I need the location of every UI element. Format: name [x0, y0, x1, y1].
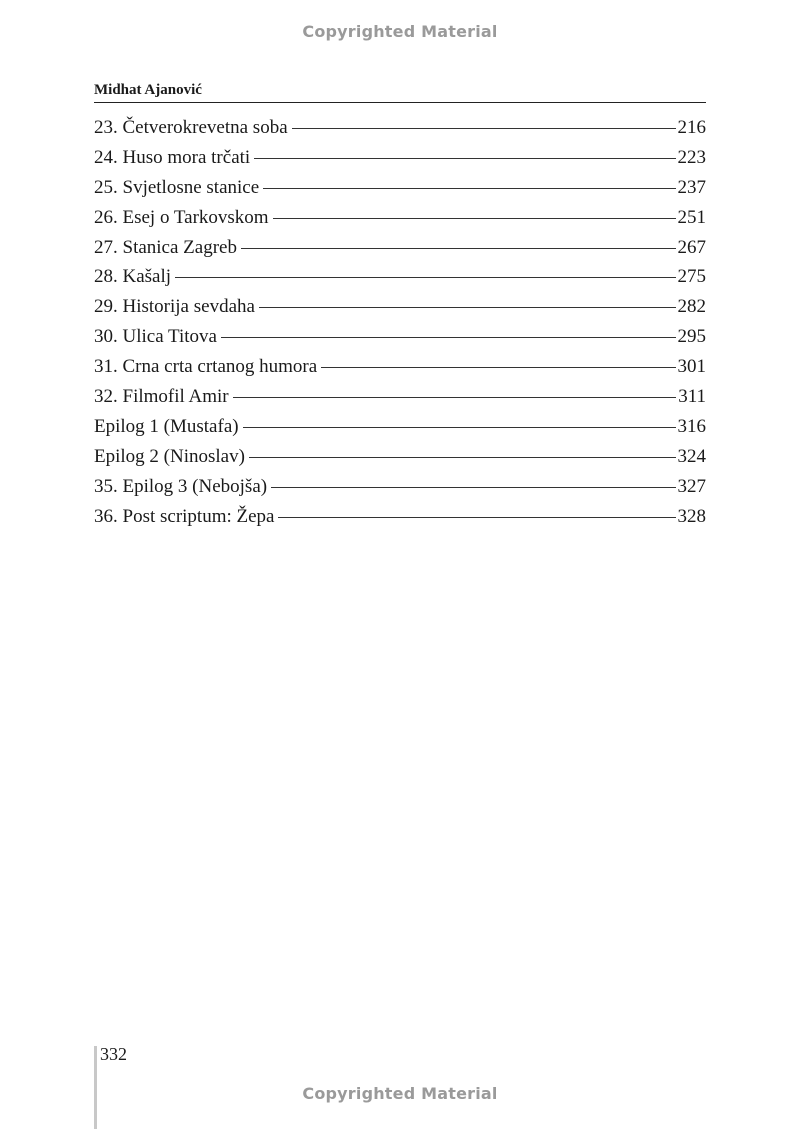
toc-entry-page: 324 — [677, 445, 706, 467]
toc-entry-title: 32. Filmofil Amir — [94, 386, 229, 408]
toc-entry-page: 295 — [677, 326, 706, 348]
toc-entry — [94, 203, 706, 233]
toc-entry-page: 327 — [677, 475, 706, 497]
toc-leader-line — [273, 218, 676, 219]
toc-entry-title: 26. Esej o Tarkovskom — [94, 206, 269, 228]
toc-entry-page: 275 — [677, 266, 706, 288]
toc-entry — [94, 412, 706, 442]
toc-entry-page: 282 — [677, 296, 706, 318]
toc-entry — [94, 113, 706, 143]
toc-entry-page: 311 — [678, 386, 706, 408]
watermark-bottom: Copyrighted Material — [302, 1084, 498, 1103]
toc-entry — [94, 442, 706, 472]
page-number: 332 — [100, 1044, 127, 1064]
toc-entry-title: 27. Stanica Zagreb — [94, 236, 237, 258]
toc-leader-line — [271, 487, 675, 488]
toc-entry-page: 251 — [677, 206, 706, 228]
toc-entry — [94, 292, 706, 322]
toc-leader-line — [259, 307, 676, 308]
toc-entry-page: 223 — [677, 146, 706, 168]
toc-entry-title: 30. Ulica Titova — [94, 326, 217, 348]
toc-entry-title: Epilog 1 (Mustafa) — [94, 415, 239, 437]
toc-leader-line — [175, 277, 675, 278]
toc-entry-title: Epilog 2 (Ninoslav) — [94, 445, 245, 467]
toc-leader-line — [241, 248, 676, 249]
toc-entry-title: 25. Svjetlosne stanice — [94, 176, 260, 198]
running-head-author: Midhat Ajanović — [94, 82, 706, 103]
toc-entry — [94, 502, 706, 532]
toc-entry-title: 36. Post scriptum: Žepa — [94, 505, 275, 527]
watermark-top: Copyrighted Material — [302, 22, 498, 41]
toc-entry — [94, 262, 706, 292]
toc-leader-line — [243, 427, 676, 428]
toc-leader-line — [321, 367, 675, 368]
toc-entry-page: 301 — [677, 356, 706, 378]
toc-entry-page: 237 — [677, 176, 706, 198]
toc-entry — [94, 143, 706, 173]
toc-entry-page: 216 — [677, 117, 706, 138]
toc-entry-title: 35. Epilog 3 (Nebojša) — [94, 475, 268, 497]
toc-entry — [94, 352, 706, 382]
toc-entry-title: 31. Crna crta crtanog humora — [94, 356, 318, 378]
toc-entry-page: 267 — [677, 236, 706, 258]
toc-entry — [94, 173, 706, 203]
toc-entry-title: 23. Četverokrevetna soba — [94, 117, 288, 138]
toc-leader-line — [278, 517, 675, 518]
toc-entry — [94, 322, 706, 352]
toc-entry-title: 28. Kašalj — [94, 266, 172, 288]
toc-entry-title: 29. Historija sevdaha — [94, 296, 255, 318]
toc-entry — [94, 382, 706, 412]
toc-entry-page: 328 — [677, 505, 706, 527]
toc-leader-line — [292, 128, 676, 129]
toc-entry-title: 24. Huso mora trčati — [94, 146, 251, 168]
toc-leader-line — [233, 397, 677, 398]
toc-entry — [94, 233, 706, 263]
toc-entry-page: 316 — [677, 415, 706, 437]
toc-leader-line — [263, 188, 675, 189]
toc-leader-line — [249, 457, 676, 458]
table-of-contents — [94, 113, 706, 531]
toc-leader-line — [254, 158, 675, 159]
toc-entry — [94, 472, 706, 502]
toc-leader-line — [221, 337, 676, 338]
